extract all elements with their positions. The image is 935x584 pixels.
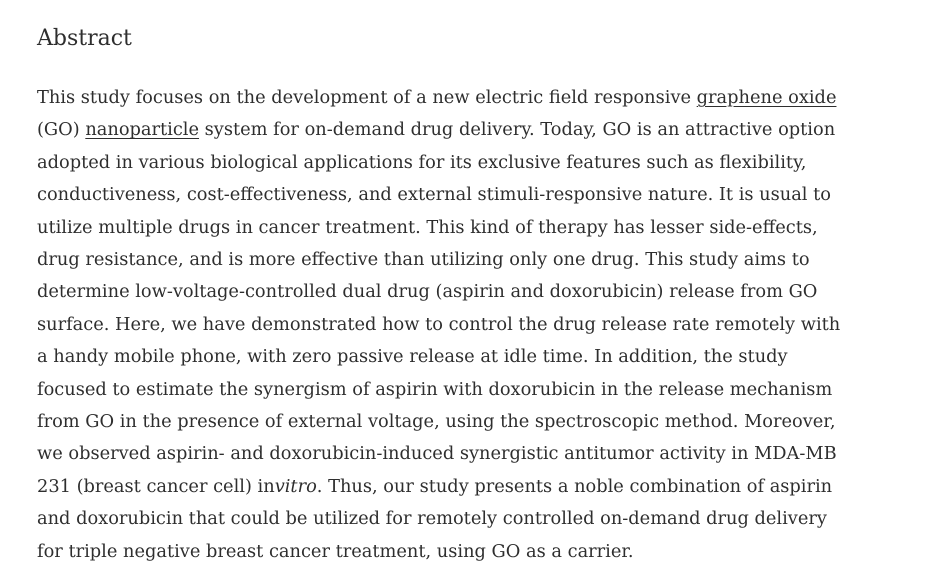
- abstract-body: [37, 82, 867, 568]
- abstract-line-6: drug resistance, and is more effective than utilizing only one drug. This study aims to: [37, 249, 810, 271]
- abstract-line-8: surface. Here, we have demonstrated how to control the drug release rate remotely with: [37, 313, 841, 335]
- abstract-line-10: focused to estimate the synergism of aspirin with doxorubicin in the release mechanism: [37, 378, 833, 400]
- abstract-line-3: adopted in various biological applications for its exclusive features such as flexibility,: [37, 151, 807, 173]
- abstract-line-9: a handy mobile phone, with zero passive release at idle time. In addition, the study: [37, 346, 788, 368]
- abstract-line-11: from GO in the presence of external voltage, using the spectroscopic method. Moreover,: [37, 411, 836, 433]
- abstract-line-5: utilize multiple drugs in cancer treatment. This kind of therapy has lesser side-effects,: [37, 216, 818, 238]
- abstract-line-13: [37, 471, 867, 503]
- abstract-line-15: for triple negative breast cancer treatment, using GO as a carrier.: [37, 540, 634, 562]
- abstract-line-12: we observed aspirin- and doxorubicin-induced synergistic antitumor activity in MDA-MB: [37, 443, 837, 465]
- abstract-line-4: conductiveness, cost-effectiveness, and external stimuli-responsive nature. It is usual to: [37, 184, 832, 206]
- abstract-line-7: determine low-voltage-controlled dual drug (aspirin and doxorubicin) release from GO: [37, 281, 818, 303]
- text-run: . Thus, our study presents a noble combination of aspirin: [316, 475, 833, 497]
- abstract-heading: Abstract: [37, 26, 132, 51]
- italic-term-vitro: vitro: [274, 475, 317, 497]
- abstract-line-2: [37, 114, 867, 146]
- abstract-line-14: and doxorubicin that could be utilized for remotely controlled on-demand drug delivery: [37, 508, 827, 530]
- abstract-section: [37, 22, 867, 562]
- text-run: (GO): [37, 119, 86, 141]
- text-run: 231 (breast cancer cell) in: [37, 475, 275, 497]
- abstract-line-1: [37, 82, 867, 114]
- graphene-oxide-link[interactable]: graphene oxide: [696, 87, 837, 108]
- text-run: system for on-demand drug delivery. Today, GO is an attractive option: [199, 119, 836, 141]
- nanoparticle-link[interactable]: nanoparticle: [85, 119, 200, 141]
- text-run: This study focuses on the development of a new electric field responsive: [37, 87, 697, 108]
